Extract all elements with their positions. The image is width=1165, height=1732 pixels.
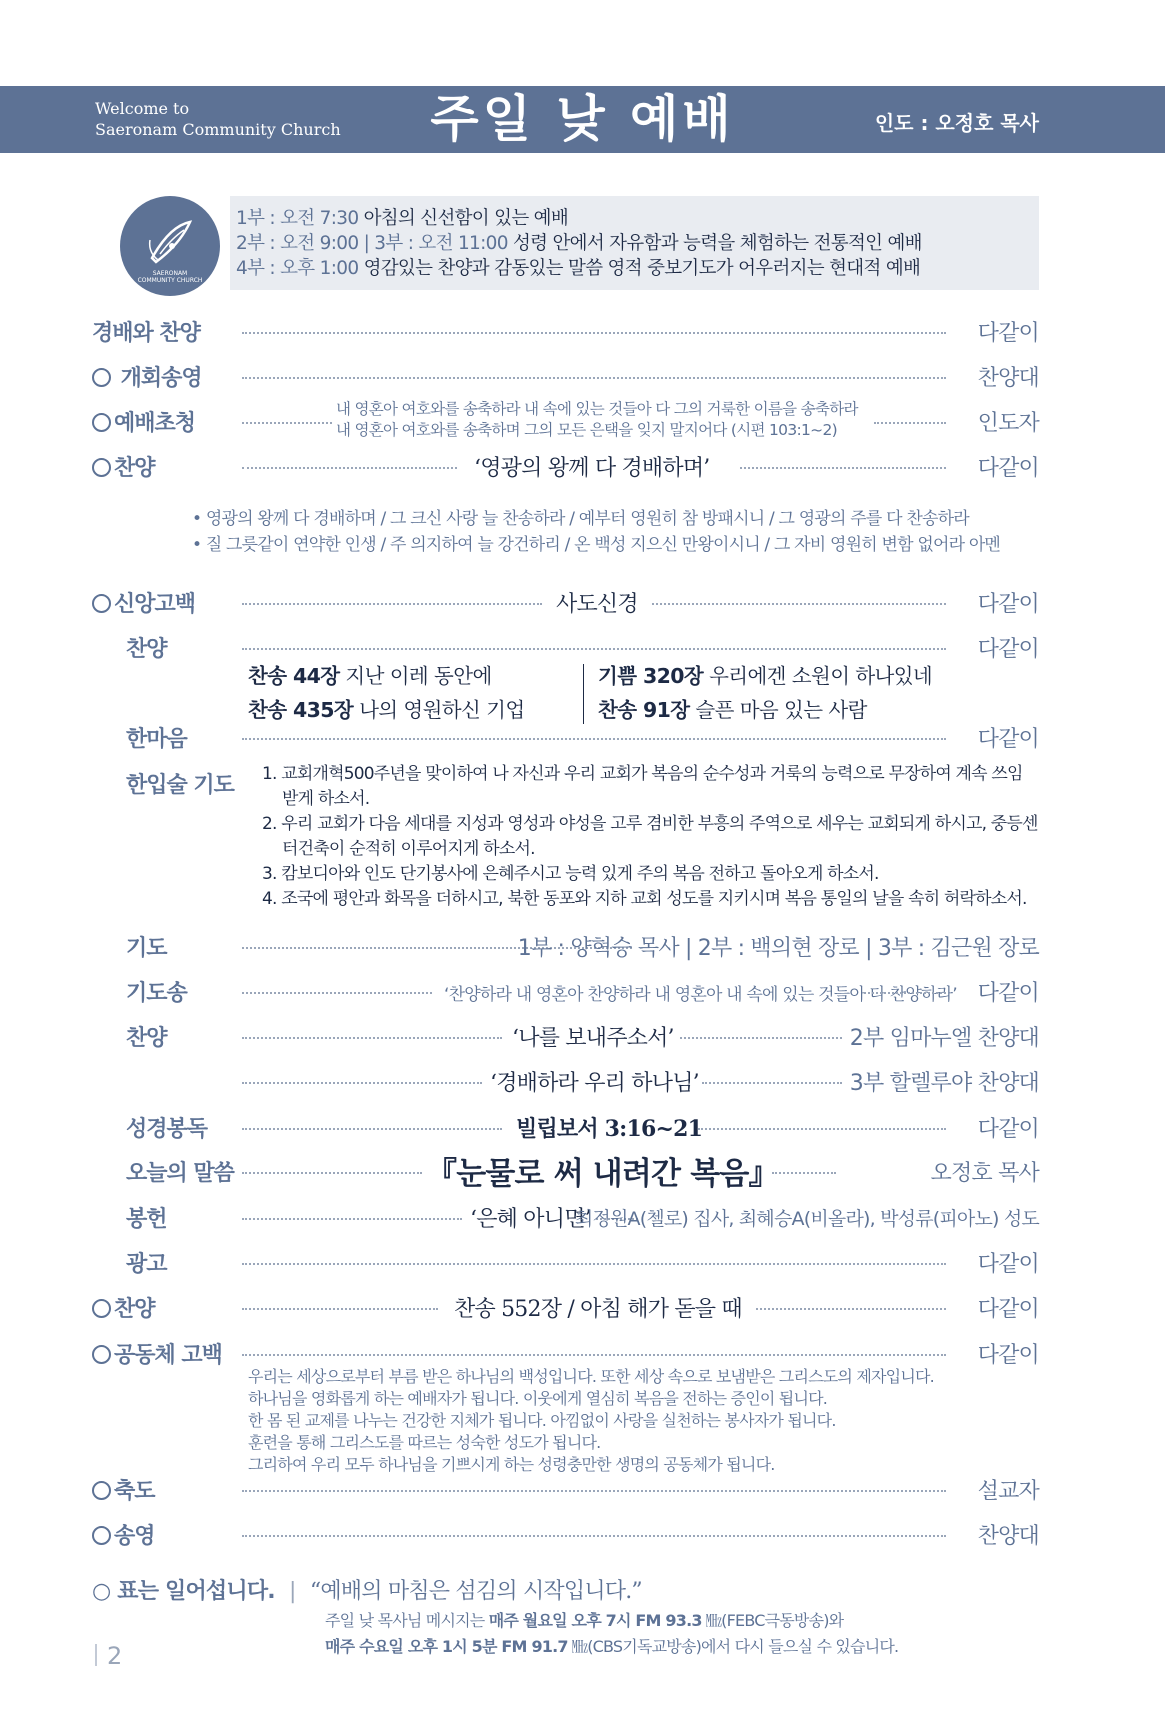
- stand-marker-icon: [92, 594, 111, 613]
- dot-leader: [242, 1082, 482, 1084]
- stand-marker-icon: [92, 1481, 111, 1500]
- order-performer: 다같이: [977, 1252, 1039, 1277]
- dot-leader: [242, 603, 542, 605]
- dot-leader: [680, 1037, 842, 1039]
- church-logo: [120, 196, 220, 296]
- dot-leader: [242, 648, 946, 650]
- order-label: 찬양: [126, 637, 167, 662]
- dot-leader: [242, 1263, 946, 1265]
- dot-leader: [698, 1128, 946, 1130]
- sermon-title: 『눈물로 써 내려간 복음』: [426, 1156, 779, 1192]
- order-opening-song: [92, 357, 1039, 397]
- dot-leader: [740, 467, 946, 469]
- order-benediction: [92, 1470, 1039, 1510]
- order-performer: 다같이: [977, 981, 1039, 1006]
- prayer-item: 3. 캄보디아와 인도 단기봉사에 은혜주시고 능력 있게 주의 복음 전하고 돌아오게 하소서.: [262, 864, 879, 884]
- welcome-line-1: Welcome to: [95, 99, 190, 118]
- broadcast-line-2: 매주 수요일 오후 1시 5분 FM 91.7 ㎒(CBS기독교방송)에서 다시 들으실 수 있습니다.: [325, 1637, 899, 1656]
- order-label: 봉헌: [126, 1207, 167, 1232]
- call-to-worship-line-2: 내 영혼아 여호와를 송축하며 그의 모든 은택을 잊지 말지어다 (시편 103:1~2): [336, 421, 837, 439]
- order-performer: 인도자: [977, 411, 1039, 436]
- order-performer: 다같이: [977, 321, 1039, 346]
- praise-1-title: ‘영광의 왕께 다 경배하며’: [474, 456, 710, 481]
- order-label: 찬양: [92, 1292, 155, 1323]
- schedule-desc: 성령 안에서 자유함과 능력을 체험하는 전통적인 예배: [512, 233, 922, 254]
- schedule-time: 2부 : 오전 9:00 | 3부 : 오전 11:00: [236, 233, 508, 254]
- prayer-item: 1. 교회개혁500주년을 맞이하여 나 자신과 우리 교회가 복음의 순수성과 거룩의 능력으로 무장하여 계속 쓰임 받게 하소서.: [262, 764, 1023, 809]
- worship-leader: 인도 : 오정호 목사: [874, 111, 1039, 135]
- order-preacher: 오정호 목사: [930, 1161, 1039, 1186]
- order-worship-praise: [92, 312, 1039, 352]
- order-performer: 다같이: [977, 1297, 1039, 1322]
- order-prayer-song: [92, 972, 1039, 1012]
- dot-leader: [242, 1128, 502, 1130]
- prayer-item: 2. 우리 교회가 다음 세대를 지성과 영성과 야성을 고루 겸비한 부흥의 주역으로 세우는 교회되게 하시고, 중등센터건축이 순적히 이루어지게 하소서.: [262, 814, 1038, 859]
- dot-leader: [242, 1218, 462, 1220]
- dot-leader: [242, 422, 332, 424]
- dot-leader: [242, 1308, 438, 1310]
- praise-3-title: ‘나를 보내주소서’: [512, 1026, 674, 1051]
- schedule-line: [236, 206, 1039, 231]
- unison-prayer-list: [262, 762, 1042, 912]
- order-label: 기도송: [126, 981, 187, 1006]
- dot-leader: [242, 1354, 946, 1356]
- order-label: 한마음: [126, 727, 187, 752]
- dot-leader: [772, 1172, 836, 1174]
- order-performer: 다같이: [977, 592, 1039, 617]
- schedule-time: 4부 : 오후 1:00: [236, 258, 359, 279]
- schedule-line: [236, 231, 1039, 256]
- stand-note: ○ 표는 일어섭니다.: [92, 1579, 275, 1604]
- order-label: 예배초청: [92, 406, 195, 437]
- stand-marker-icon: [92, 1299, 111, 1318]
- schedule-time: 1부 : 오전 7:30: [236, 208, 359, 229]
- order-praise-3b: [92, 1062, 1039, 1102]
- praise-4-title: 찬송 552장 / 아침 해가 돋을 때: [454, 1297, 742, 1322]
- dot-leader: [874, 422, 946, 424]
- hymn-list-right: [598, 659, 932, 727]
- stand-marker-icon: [92, 1526, 111, 1545]
- dot-leader: [756, 1308, 946, 1310]
- welcome-line-2: Saeronam Community Church: [95, 120, 341, 139]
- lyrics-line: • 영광의 왕께 다 경배하며 / 그 크신 사랑 늘 찬송하라 / 예부터 영원히 참 방패시니 / 그 영광의 주를 다 찬송하라: [192, 509, 969, 529]
- footer-note: [92, 1574, 642, 1605]
- order-label: 찬양: [92, 451, 155, 482]
- hymn-divider: [583, 664, 584, 724]
- order-performer: 찬양대: [977, 1524, 1039, 1549]
- order-offering: [92, 1198, 1039, 1238]
- order-performer: 찬양대: [977, 366, 1039, 391]
- prayer-song-title: ‘찬양하라 내 영혼아 찬양하라 내 영혼아 내 속에 있는 것들아 다 찬양하라’: [444, 985, 957, 1005]
- order-label: 한입술 기도: [126, 773, 234, 798]
- order-announcements: [92, 1243, 1039, 1283]
- schedule-line: [236, 256, 1039, 281]
- footer-separator: |: [289, 1579, 296, 1604]
- order-label: 공동체 고백: [92, 1338, 222, 1369]
- prayer-item: 4. 조국에 평안과 화목을 더하시고, 북한 동포와 지하 교회 성도를 지키시며 복음 통일의 날을 속히 허락하소서.: [262, 889, 1027, 909]
- offering-title: ‘은혜 아니면’: [470, 1207, 591, 1232]
- dot-leader: [864, 992, 946, 994]
- order-label: 송영: [92, 1519, 155, 1550]
- order-label: 성경봉독: [126, 1117, 208, 1142]
- hymn-list-left: [248, 659, 525, 727]
- order-performer: 3부 할렐루야 찬양대: [849, 1071, 1039, 1096]
- order-performer: 다같이: [977, 637, 1039, 662]
- order-label: 광고: [126, 1252, 167, 1277]
- order-label: 신앙고백: [92, 587, 195, 618]
- order-label: 오늘의 말씀: [126, 1161, 234, 1186]
- dot-leader: [242, 1535, 946, 1537]
- dot-leader: [242, 738, 946, 740]
- order-label: 축도: [92, 1474, 155, 1505]
- footer-quote: “예배의 마침은 섬김의 시작입니다.”: [309, 1579, 642, 1604]
- praise-lyrics: [192, 506, 1000, 558]
- offering-performers: 최정원A(첼로) 집사, 최혜승A(비올라), 박성류(피아노) 성도: [574, 1208, 1039, 1230]
- order-scripture: [92, 1108, 1039, 1148]
- order-performer: 다같이: [977, 1343, 1039, 1368]
- order-creed: [92, 583, 1039, 623]
- order-label: 경배와 찬양: [92, 321, 200, 346]
- confession-line: 그리하여 우리 모두 하나님을 기쁘시게 하는 성령충만한 생명의 공동체가 됩니다.: [248, 1455, 775, 1474]
- order-label: 기도: [126, 936, 167, 961]
- hymn-item: 기쁨 320장 우리에겐 소원이 하나있네: [598, 664, 933, 688]
- stand-marker-icon: [92, 458, 111, 477]
- lyrics-line: • 질 그릇같이 연약한 인생 / 주 의지하여 늘 강건하리 / 온 백성 지으신 만왕이시니 / 그 자비 영원히 변함 없어라 아멘: [192, 535, 1001, 555]
- community-confession-text: [248, 1366, 934, 1476]
- stand-marker-icon: [92, 1345, 111, 1364]
- scripture-reference: 빌립보서 3:16~21: [516, 1116, 703, 1142]
- call-to-worship-line-1: 내 영혼아 여호와를 송축하라 내 속에 있는 것들아 다 그의 거룩한 이름을 송축하라: [336, 400, 858, 418]
- confession-line: 한 몸 된 교제를 나누는 건강한 지체가 됩니다. 아낌없이 사랑을 실천하는 봉사자가 됩니다.: [248, 1411, 836, 1430]
- order-performer: 다같이: [977, 456, 1039, 481]
- service-schedule: [230, 196, 1039, 290]
- dot-leader: [242, 332, 946, 334]
- order-praise-4: [92, 1288, 1039, 1328]
- order-prayer: [92, 927, 1039, 967]
- order-label: 찬양: [126, 1026, 167, 1051]
- confession-line: 훈련을 통해 그리스도를 따르는 성숙한 성도가 됩니다.: [248, 1433, 601, 1452]
- dot-leader: [242, 467, 457, 469]
- confession-line: 하나님을 영화롭게 하는 예배자가 됩니다. 이웃에게 열심히 복음을 전하는 증인이 됩니다.: [248, 1389, 828, 1408]
- page-title: 주일 낮 예배: [430, 89, 735, 148]
- order-sermon: [92, 1152, 1039, 1192]
- hymn-item: 찬송 91장 슬픈 마음 있는 사람: [598, 698, 867, 722]
- dot-leader: [242, 992, 432, 994]
- order-label: 개회송영: [92, 361, 202, 392]
- logo-text-1: SAERONAM: [152, 270, 188, 277]
- order-praise-3: [92, 1017, 1039, 1057]
- confession-line: 우리는 세상으로부터 부름 받은 하나님의 백성입니다. 또한 세상 속으로 보냄받은 그리스도의 제자입니다.: [248, 1367, 934, 1386]
- schedule-desc: 영감있는 찬양과 감동있는 말씀 영적 중보기도가 어우러지는 현대적 예배: [363, 258, 921, 279]
- order-performer: 설교자: [977, 1479, 1039, 1504]
- broadcast-info: [325, 1608, 898, 1660]
- dot-leader: [702, 1082, 842, 1084]
- dot-leader: [242, 1490, 946, 1492]
- dot-leader: [242, 1037, 502, 1039]
- hymn-item: 찬송 44장 지난 이레 동안에: [248, 664, 492, 688]
- hymn-item: 찬송 435장 나의 영원하신 기업: [248, 698, 525, 722]
- order-performer: 다같이: [977, 1117, 1039, 1142]
- page-number: 2: [95, 1642, 122, 1670]
- order-closing-song: [92, 1515, 1039, 1555]
- schedule-desc: 아침의 신선함이 있는 예배: [363, 208, 569, 229]
- stand-marker-icon: [92, 413, 111, 432]
- stand-marker-icon: [92, 368, 111, 387]
- praise-3b-title: ‘경배하라 우리 하나님’: [490, 1071, 699, 1096]
- logo-text-2: COMMUNITY CHURCH: [137, 277, 203, 284]
- order-performer: 2부 임마누엘 찬양대: [849, 1026, 1039, 1051]
- order-one-mind: [92, 718, 1039, 758]
- dot-leader: [242, 377, 946, 379]
- dot-leader: [242, 1172, 422, 1174]
- creed-title: 사도신경: [556, 592, 638, 617]
- order-performer: 다같이: [977, 727, 1039, 752]
- dot-leader: [652, 603, 946, 605]
- broadcast-line-1: 주일 낮 목사님 메시지는 매주 월요일 오후 7시 FM 93.3 ㎒(FEBC극동방송)와: [325, 1611, 844, 1630]
- prayer-leaders: 1부 : 양혁승 목사 | 2부 : 백의현 장로 | 3부 : 김근원 장로: [517, 936, 1039, 961]
- order-praise-1: [92, 447, 1039, 487]
